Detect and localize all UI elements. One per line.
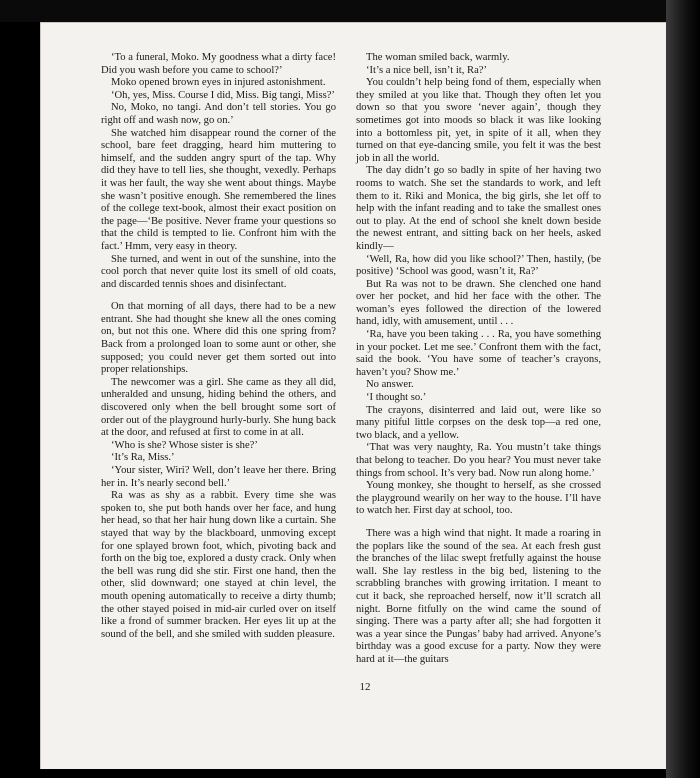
scan-right-edge: [666, 0, 700, 778]
paragraph: The crayons, disinterred and laid out, were like so many pitiful little corpses on the desk top—a red one, two black, and a yellow.: [356, 404, 601, 441]
paragraph: No answer.: [366, 379, 414, 391]
paragraph: ‘That was very naughty, Ra. You mustn’t take things that belong to teacher. Do you hear? You must never take things from school. It’s very bad. Now run along home.’: [356, 442, 601, 479]
scan-top-border: [0, 0, 700, 22]
paragraph: Moko opened brown eyes in injured astonishment.: [111, 77, 326, 89]
paragraph: ‘Who is she? Whose sister is she?’: [111, 439, 258, 451]
paragraph: ‘It’s Ra, Miss.’: [111, 452, 175, 464]
right-text-column: [356, 52, 601, 667]
paragraph: The newcomer was a girl. She came as they all did, unheralded and unsung, hiding behind the others, and discovered only when the bell brought some sort of order out of the playground hurly-burly. She hung back at the door, and refused at first to come in at all.: [101, 376, 336, 439]
left-text-column: [101, 52, 336, 641]
paragraph: ‘Ra, have you been taking . . . Ra, you have something in your pocket. Let me see.’ Confront them with the fact, said the book. ‘You have some of teacher’s crayons, haven’t you? Show me.’: [356, 329, 601, 378]
paragraph: ‘Oh, yes, Miss. Course I did, Miss. Big tangi, Miss?’: [111, 89, 335, 101]
paragraph: Young monkey, she thought to herself, as she crossed the playground wearily on her way to the house. I’ll have to watch her. First day at school, too.: [356, 480, 601, 517]
paragraph: On that morning of all days, there had to be a new entrant. She had thought she knew all the ones coming on, but not this one. Where did this one spring from? Back from a prolonged loan to some aunt or other, she supposed; you could never get them sorted out into proper relationships.: [101, 301, 336, 376]
paragraph: ‘I thought so.’: [366, 392, 427, 404]
paragraph: ‘To a funeral, Moko. My goodness what a dirty face! Did you wash before you came to school?’: [101, 52, 336, 76]
paragraph: Ra was as shy as a rabbit. Every time she was spoken to, she put both hands over her face, and hung her head, so that her hair hung down like a curtain. She stayed that way by the blackboard, unmoving except for one splayed brown foot, which, pivoting back and forth on the big toe, explored a dusty crack. Only when the bell was rung did she stir. First one hand, then the other, slid downward; one stayed at chin level, the mouth opening automatically to receive a dirty thumb; the other stayed poised in mid-air curled over on itself like a frond of summer bracken. Her eyes lit up at the sound of the bell, and she smiled with sudden pleasure.: [101, 490, 336, 640]
paragraph: The woman smiled back, warmly.: [366, 52, 510, 63]
paragraph: She watched him disappear round the corner of the school, bare feet dragging, heard him muttering to himself, and the sudden angry spurt of the tap. Why did they have to tell lies, she thought, vexedly. Perhaps it was her fault, the way she went about things. Maybe she wasn’t positive enough. She remembered the lines of the college text-book, almost their exact position on the page—‘Be positive. Never frame your questions so that the child is tempted to lie. Confront him with the fact.’ Hmm, very easy in theory.: [101, 127, 336, 252]
paragraph: ‘Your sister, Wiri? Well, don’t leave her there. Bring her in. It’s nearly second bell.’: [101, 465, 336, 489]
paragraph: There was a high wind that night. It made a roaring in the poplars like the sound of the sea. At each fresh gust the branches of the lilac swept fretfully against the house wall. She lay restless in the big bed, listening to the scrabbling branches with growing irritation. I meant to cut it back, she reproached herself, now it’ll scratch all night. Borne fitfully on the wind came the sound of singing. There was a party after all; she had forgotten it was a year since the Pungas’ baby had arrived. Anyone’s birthday was a good excuse for a party. Now they were hard at it—the guitars: [356, 527, 601, 665]
paragraph: ‘It’s a nice bell, isn’t it, Ra?’: [366, 64, 488, 76]
paragraph: The day didn’t go so badly in spite of her having two rooms to watch. She set the standards to work, and left them to it. Riki and Monica, the big girls, she let off to help with the infant reading and to take the smallest ones out to play. At the end of school she knelt down beside the newest entrant, and sitting back on her heels, asked kindly—: [356, 165, 601, 252]
paragraph: You couldn’t help being fond of them, especially when they smiled at you like that. Though they often let you down so that you swore ‘never again’, though they sometimes got into moods so black it was like looking into a bottomless pit, yet, in spite of it all, when they turned on that eye-dancing smile, you felt it was the best job in all the world.: [356, 77, 601, 164]
paragraph: But Ra was not to be drawn. She clenched one hand over her pocket, and hid her face with the other. The woman’s eyes followed the direction of the lowered hand, idly, with amusement, until . . .: [356, 278, 601, 328]
paragraph: No, Moko, no tangi. And don’t tell stories. You go right off and wash now, go on.’: [101, 102, 336, 126]
paragraph: ‘Well, Ra, how did you like school?’ Then, hastily, (be positive) ‘School was good, wasn’t it, Ra?’: [356, 253, 601, 278]
page-number: 12: [359, 681, 371, 693]
paragraph: She turned, and went in out of the sunshine, into the cool porch that never quite lost its smell of old coats, and discarded tennis shoes and disinfectant.: [101, 253, 336, 290]
